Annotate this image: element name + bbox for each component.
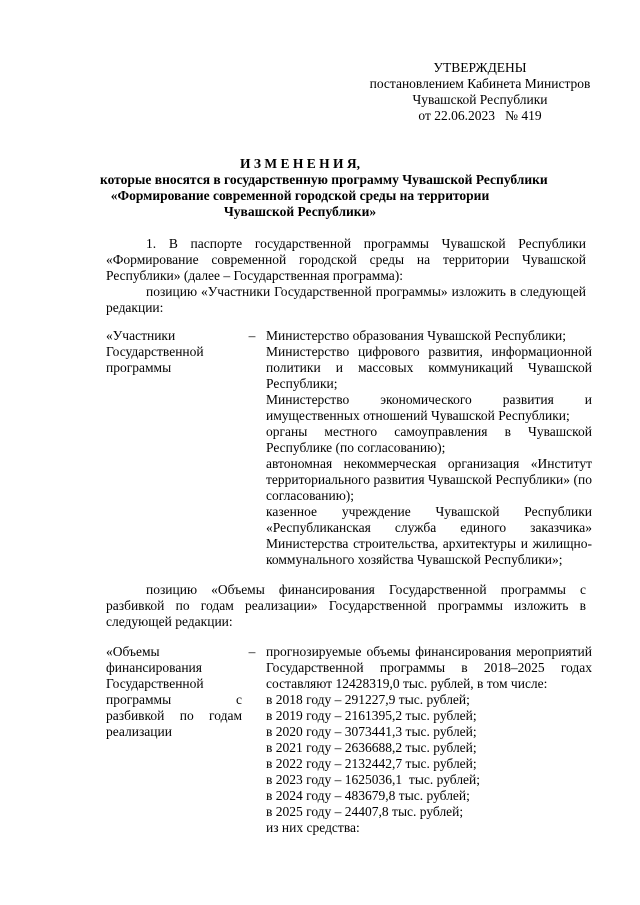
participants-list (266, 328, 592, 568)
participants-dash: – (248, 328, 256, 343)
paragraph-participants-position: позицию «Участники Государственной программы» изложить в следующей редакции: (106, 284, 586, 315)
approval-issuer-region: Чувашской Республики (412, 92, 548, 107)
list-item: в 2025 году – 24407,8 тыс. рублей; (266, 804, 464, 819)
title-line-3: «Формирование современной городской среды на территории (110, 188, 490, 203)
financing-label: «Объемы финансирования Государственной программы с разбивкой по годам реализации (106, 644, 242, 739)
title-heading: И З М Е Н Е Н И Я, (239, 156, 360, 171)
list-item: органы местного самоуправления в Чувашской Республике (по согласованию); (266, 424, 592, 455)
approval-stamp (350, 60, 610, 124)
financing-tail: из них средства: (266, 820, 360, 835)
title-line-4: Чувашской Республики» (223, 204, 377, 219)
financing-content (266, 644, 592, 836)
list-item: Министерство образования Чувашской Республики; (266, 328, 566, 343)
participants-block (106, 328, 592, 568)
paragraph-passport: 1. В паспорте государственной программы Чувашской Республики «Формирование современной городской среды на территории Чувашской Республики» (далее – Государственная программа): (106, 236, 586, 283)
participants-label: «Участники Государственной программы (106, 328, 204, 375)
list-item: в 2021 году – 2636688,2 тыс. рублей; (266, 740, 477, 755)
financing-intro: прогнозируемые объемы финансирования мероприятий Государственной программы в 2018–2025 годах составляют 12428319,0 тыс. рублей, в том числе: (266, 644, 592, 691)
list-item: казенное учреждение Чувашской Республики «Республиканская служба единого заказчика» Министерства строительства, архитектуры и жилищно-коммунального хозяйства Чувашской Республики»; (266, 504, 592, 567)
list-item: в 2024 году – 483679,8 тыс. рублей; (266, 788, 470, 803)
list-item: в 2022 году – 2132442,7 тыс. рублей; (266, 756, 477, 771)
list-item: в 2023 году – 1625036,1 тыс. рублей; (266, 772, 481, 787)
list-item: Министерство цифрового развития, информационной политики и массовых коммуникаций Чувашской Республики; (266, 344, 592, 391)
list-item: автономная некоммерческая организация «Институт территориального развития Чувашской Республики» (по согласованию); (266, 456, 592, 503)
list-item: Министерство экономического развития и имущественных отношений Чувашской Республики; (266, 392, 592, 423)
financing-dash: – (248, 644, 256, 659)
list-item: в 2018 году – 291227,9 тыс. рублей; (266, 692, 470, 707)
financing-block (106, 644, 592, 844)
approval-issuer: постановлением Кабинета Министров (369, 76, 591, 91)
title-line-2: которые вносятся в государственную программу Чувашской Республики (100, 172, 548, 187)
approval-heading: УТВЕРЖДЕНЫ (433, 60, 527, 75)
approval-date-number: от 22.06.2023 № 419 (418, 108, 542, 123)
list-item: в 2020 году – 3073441,3 тыс. рублей; (266, 724, 477, 739)
paragraph-financing-position: позицию «Объемы финансирования Государственной программы с разбивкой по годам реализации» Государственной программы изложить в следующей редакции: (106, 582, 586, 629)
document-title (100, 156, 548, 220)
list-item: в 2019 году – 2161395,2 тыс. рублей; (266, 708, 477, 723)
